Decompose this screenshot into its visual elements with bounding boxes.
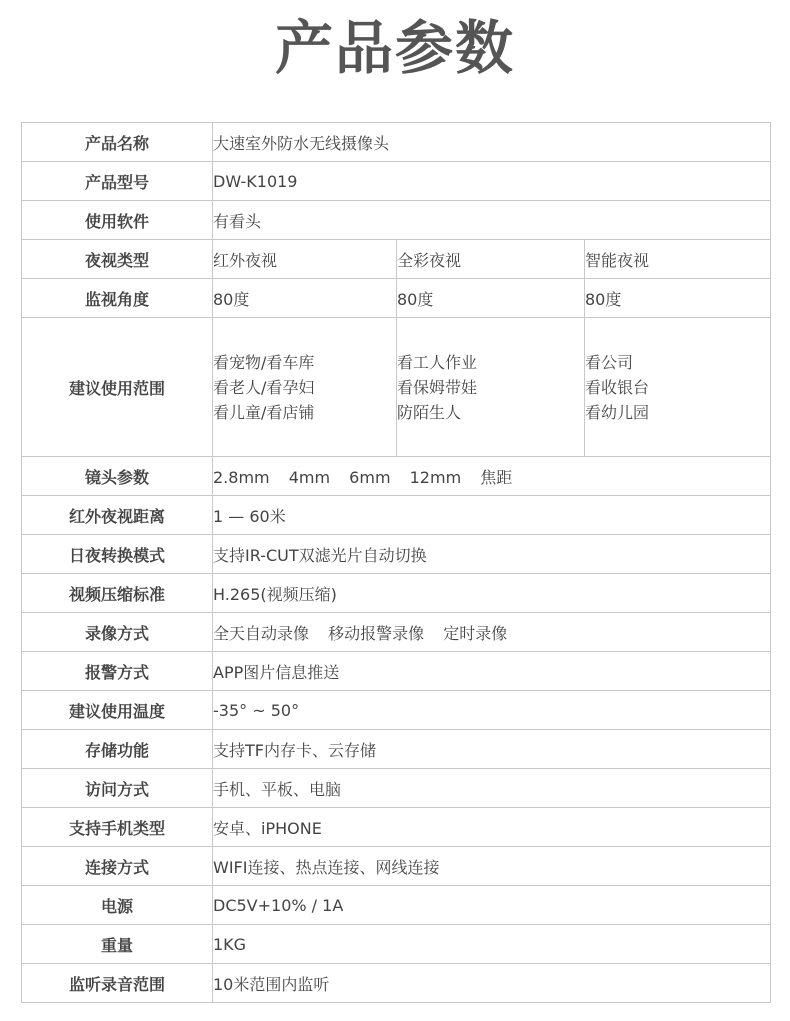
row-value [213,457,771,496]
row-value: 大速室外防水无线摄像头 [213,123,771,162]
row-label: 存储功能 [22,730,213,769]
table-row [22,457,771,496]
table-row [22,613,771,652]
usage-column [397,318,585,457]
row-label: 监听录音范围 [22,964,213,1003]
spec-table [21,122,771,1003]
usage-item: 看宠物/看车库 [213,352,315,372]
table-row [22,574,771,613]
table-row [22,279,771,318]
table-row [22,496,771,535]
lens-value: 12mm [409,467,462,487]
table-row [22,691,771,730]
lens-value: 4mm [288,467,331,487]
row-value: 80度 [213,279,397,318]
lens-value: 2.8mm [213,467,270,487]
row-value: DC5V+10% / 1A [213,886,771,925]
row-value: -35° ~ 50° [213,691,771,730]
row-value: 支持TF内存卡、云存储 [213,730,771,769]
row-value: WIFI连接、热点连接、网线连接 [213,847,771,886]
row-value: 手机、平板、电脑 [213,769,771,808]
row-value [213,613,771,652]
row-label: 访问方式 [22,769,213,808]
table-row [22,808,771,847]
usage-item: 看老人/看孕妇 [213,377,315,397]
recording-mode: 移动报警录像 [328,623,425,643]
table-row [22,964,771,1003]
row-label: 录像方式 [22,613,213,652]
table-row [22,730,771,769]
usage-item: 看公司 [585,352,634,372]
row-label: 支持手机类型 [22,808,213,847]
row-value: DW-K1019 [213,162,771,201]
usage-item: 看收银台 [585,377,650,397]
lens-value: 6mm [349,467,391,487]
row-value: 1KG [213,925,771,964]
lens-value: 焦距 [480,467,513,487]
table-row [22,769,771,808]
row-value: 1 — 60米 [213,496,771,535]
table-row [22,201,771,240]
usage-item: 看儿童/看店铺 [213,402,315,422]
row-label: 报警方式 [22,652,213,691]
row-value: 红外夜视 [213,240,397,279]
table-row [22,162,771,201]
table-row [22,123,771,162]
table-row [22,535,771,574]
row-label: 连接方式 [22,847,213,886]
row-value: 有看头 [213,201,771,240]
usage-item: 看保姆带娃 [397,377,478,397]
row-value: 安卓、iPHONE [213,808,771,847]
row-value: 80度 [397,279,585,318]
row-label: 日夜转换模式 [22,535,213,574]
row-label: 监视角度 [22,279,213,318]
row-label: 电源 [22,886,213,925]
row-value: 80度 [585,279,771,318]
usage-column [213,318,397,457]
row-label: 产品型号 [22,162,213,201]
row-label: 使用软件 [22,201,213,240]
table-row [22,847,771,886]
row-label: 红外夜视距离 [22,496,213,535]
table-row [22,240,771,279]
recording-mode: 定时录像 [443,623,508,643]
usage-item: 看工人作业 [397,352,478,372]
row-label: 产品名称 [22,123,213,162]
row-label: 建议使用范围 [22,318,213,457]
row-label: 镜头参数 [22,457,213,496]
table-row [22,886,771,925]
row-value: 支持IR-CUT双滤光片自动切换 [213,535,771,574]
table-row [22,318,771,457]
row-label: 建议使用温度 [22,691,213,730]
page-title: 产品参数 [274,14,515,82]
usage-item: 看幼儿园 [585,402,650,422]
row-label: 视频压缩标准 [22,574,213,613]
row-label: 重量 [22,925,213,964]
usage-column [585,318,771,457]
row-value: H.265(视频压缩) [213,574,771,613]
row-label: 夜视类型 [22,240,213,279]
recording-mode: 全天自动录像 [213,623,310,643]
table-row [22,652,771,691]
table-row [22,925,771,964]
row-value: APP图片信息推送 [213,652,771,691]
row-value: 智能夜视 [585,240,771,279]
usage-item: 防陌生人 [397,402,462,422]
row-value: 全彩夜视 [397,240,585,279]
row-value: 10米范围内监听 [213,964,771,1003]
